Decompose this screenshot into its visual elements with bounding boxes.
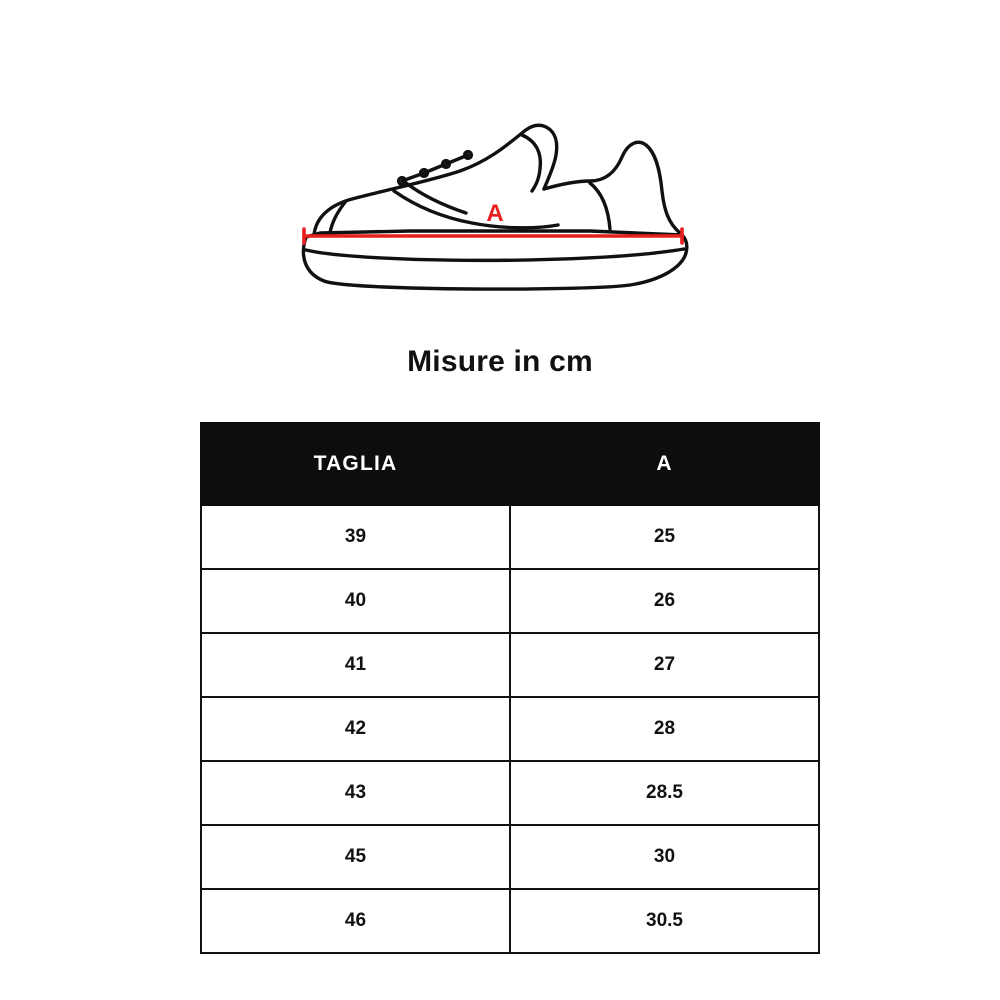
table-row [201, 825, 819, 889]
cell-size: 40 [201, 569, 510, 633]
table-row [201, 505, 819, 569]
table-header-row [201, 423, 819, 505]
cell-size: 39 [201, 505, 510, 569]
cell-size: 43 [201, 761, 510, 825]
measure-label-a: A [486, 200, 504, 227]
cell-a: 30.5 [510, 889, 819, 953]
cell-size: 46 [201, 889, 510, 953]
table-row [201, 633, 819, 697]
cell-size: 41 [201, 633, 510, 697]
cell-a: 25 [510, 505, 819, 569]
table-row [201, 569, 819, 633]
table-row [201, 889, 819, 953]
size-table [200, 422, 820, 954]
sneaker-side-view-diagram [290, 105, 710, 305]
cell-size: 45 [201, 825, 510, 889]
table-header-a: A [510, 423, 819, 505]
cell-a: 26 [510, 569, 819, 633]
cell-size: 42 [201, 697, 510, 761]
cell-a: 30 [510, 825, 819, 889]
table-row [201, 697, 819, 761]
cell-a: 27 [510, 633, 819, 697]
page-title: Misure in cm [407, 345, 593, 378]
cell-a: 28 [510, 697, 819, 761]
cell-a: 28.5 [510, 761, 819, 825]
shoe-diagram [0, 95, 1000, 315]
table-row [201, 761, 819, 825]
table-header-taglia: TAGLIA [201, 423, 510, 505]
